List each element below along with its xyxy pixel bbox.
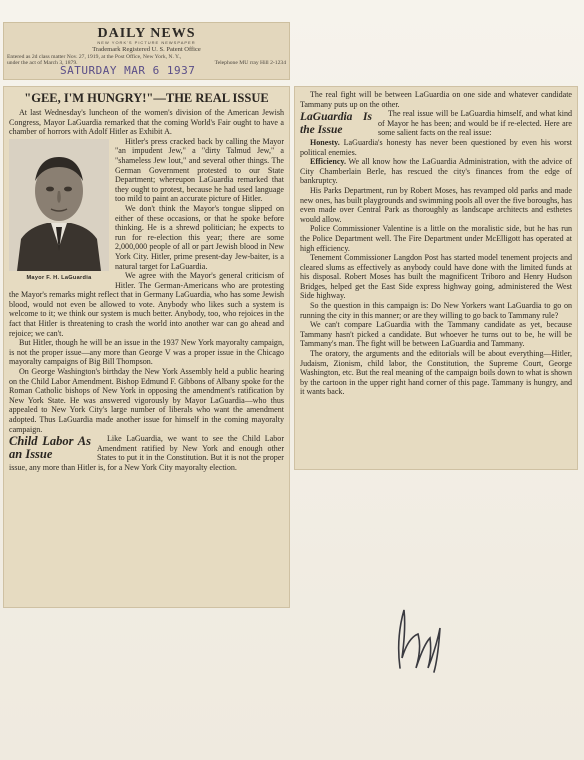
paragraph: Police Commissioner Valentine is a little on the moralistic side, but he has run the Police Department well. The Fire Department under McElligott has operated at high efficiency. <box>300 224 572 253</box>
lead-honesty: Honesty. <box>310 137 340 147</box>
paragraph: The real issue will be LaGuardia himself, and what kind of Mayor he has been; and would be if re-elected. Here are some salient facts on the real issue: <box>378 109 572 138</box>
paragraph: Tenement Commissioner Langdon Post has started model tenement projects and cleared slums as effectively as anybody could have done with the limited funds at his disposal. Robert Moses has built the magnificent Triboro and Henry Hudson Bridges, helped get the East Side express highway going, administered the West Side highway. <box>300 253 572 301</box>
editorial-headline: "GEE, I'M HUNGRY!"—THE REAL ISSUE <box>24 91 269 105</box>
mayor-portrait-photo <box>9 139 109 271</box>
paragraph: The oratory, the arguments and the editorials will be about everything—Hitler, Judaism, Zionism, child labor, the Constitution, the Supreme Court, George Washington, etc. But the real meaning of the campaign boils down to what is shown by the cartoon in the upper right hand corner of this page. Tammany is hungry, and it wants back. <box>300 349 572 397</box>
lead-efficiency: Efficiency. <box>310 157 346 167</box>
paragraph: So the question in this campaign is: Do New Yorkers want LaGuardia to go on running the city in this manner; or are they willing to go back to Tammany rule? <box>300 301 572 320</box>
entered-line-2: under the act of March 3, 1879. <box>7 60 78 67</box>
editorial-body-right <box>295 87 577 397</box>
paragraph: We can't compare LaGuardia with the Tammany candidate as yet, because Tammany hasn't picked a candidate. But whoever he turns out to be, he will be Tammany's man. The fight will be between LaGuardia and Tammany. <box>300 320 572 349</box>
paragraph: At last Wednesday's luncheon of the women's division of the American Jewish Congress, Mayor LaGuardia remarked that the coming World's Fair ought to have a chamber of horrors with Adolf Hitler as Exhibit A. <box>9 108 284 137</box>
paragraph: On George Washington's birthday the New York Assembly held a public hearing on the Child Labor Amendment. Bishop Edmund F. Gibbons of Albany spoke for the Roman Catholic bishops of New York in opposing the amendment's ratification by New York State. He was answered vigorously by Mayor LaGuardia—who thus appealed to New York City's large number of liberals who want the amendment adopted. Thus LaGuardia made another issue for himself in the coming mayoralty campaign. <box>9 367 284 434</box>
date-stamp: SATURDAY MAR 6 1937 <box>60 64 196 77</box>
photo-caption: Mayor F. H. LaGuardia <box>26 274 92 281</box>
subheading-laguardia-issue: LaGuardia Is the Issue <box>300 111 372 137</box>
paragraph: The real fight will be between LaGuardia on one side and whatever candidate Tammany puts up on the other. <box>300 90 572 109</box>
entered-line-1: Entered as 2d class matter Nov. 27, 1919, at the Post Office, New York, N. Y., <box>7 54 182 60</box>
newspaper-subtitle: NEW YORK'S PICTURE NEWSPAPER <box>97 40 196 45</box>
paragraph: But Hitler, though he will be an issue in the 1937 New York mayoralty campaign, is not the proper issue—any more than George V was a proper issue in the Chicago mayoralty campaigns of Big Bill Thompson. <box>9 338 284 367</box>
subheading-child-labor: Child Labor As an Issue <box>9 434 91 462</box>
honesty-text: LaGuardia's honesty has never been questioned by even his worst political enemies. <box>300 137 572 157</box>
paragraph: Like LaGuardia, we want to see the Child Labor Amendment ratified by New York and enough other States to put it in the Constitution. But it is not the proper issue, any more than Hitler is, for a New York City mayoralty election. <box>9 434 284 472</box>
efficiency-text: We all know how the LaGuardia Administration, with the advice of City Chamberlain Berle, has rescued the city's finances from the edge of bankruptcy. <box>300 157 572 186</box>
paragraph: Hitler's press cracked back by calling the Mayor "an impudent Jew," a "dirty Talmud Jew," a "shameless Jew lout," and several other things. The German Government protested to our State Department; whereupon LaGuardia remarked that they ought to protest, because he had used language too mild to paint an accurate picture of Hitler. <box>115 136 284 204</box>
portrait-block <box>9 139 109 284</box>
editorial-clipping-right <box>294 86 578 470</box>
paragraph: His Parks Department, run by Robert Moses, has revamped old parks and made new ones, has built playgrounds and swimming pools all over the five boroughs, has even made over Central Park as thoroughly as landscape architects and esthetes would allow. <box>300 185 572 224</box>
handwritten-signature <box>388 598 448 678</box>
trademark-line: Trademark Registered U. S. Patent Office <box>92 46 201 53</box>
editorial-body-left <box>4 108 289 473</box>
paragraph <box>300 157 572 186</box>
editorial-clipping-left <box>3 86 290 608</box>
paragraph: We don't think the Mayor's tongue slipped on either of these occasions, or that he spoke before thinking. He is a shrewd politician; he expects to run for re-election this year; there are some 2,000,000 people of all or part Jewish blood in New York City. Hitler, prime present-day Jew-baiter, is a natural target for LaGuardia. <box>115 203 284 271</box>
paragraph <box>300 138 572 157</box>
paragraph: We agree with the Mayor's general criticism of Hitler. The German-Americans who are protesting the Mayor's remarks might reflect that in Germany LaGuardia, who has some Jewish blood, would not even be allowed to vote. Anybody who likes such a system is welcome to it; we think our system is much better. Anybody, too, who rejoices in the fact that Hitler is threatening to crash the world into another war can go ahead and rejoice; we can't. <box>9 271 284 338</box>
newspaper-logo: DAILY NEWS <box>97 26 196 41</box>
telephone-line: Telephone MU rray Hill 2-1234 <box>214 60 286 67</box>
